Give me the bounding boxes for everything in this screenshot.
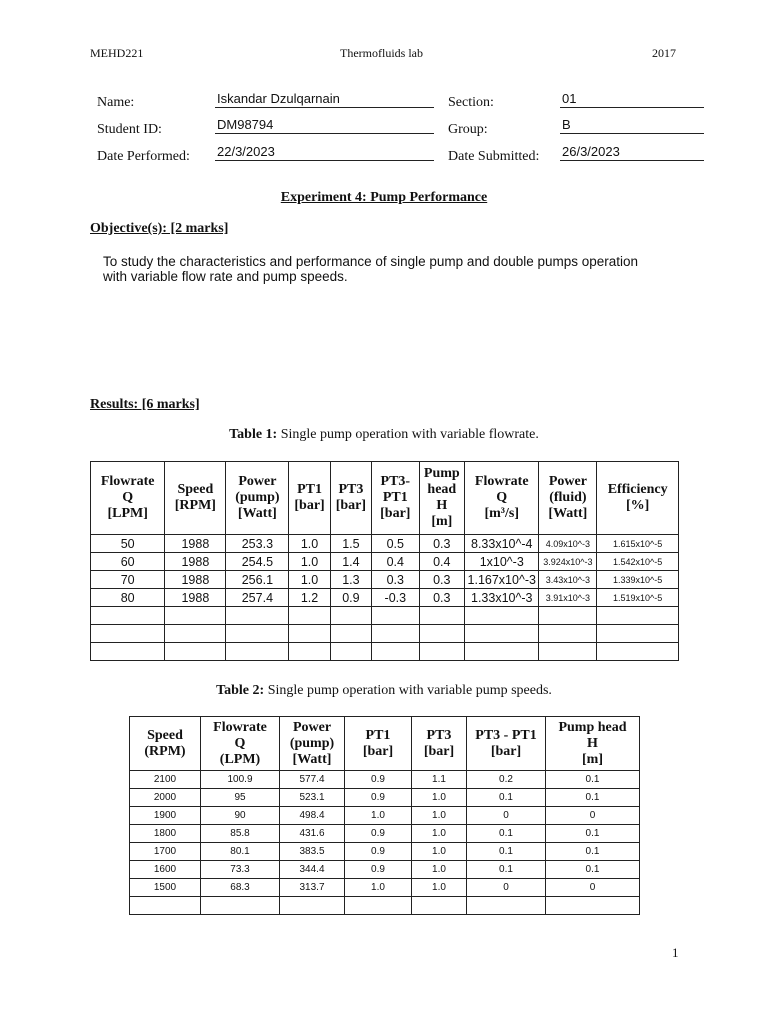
table2-cell	[130, 897, 201, 915]
table2-cell: 1.0	[412, 807, 467, 825]
table2	[129, 716, 640, 915]
table1-cell	[289, 643, 330, 661]
table1-caption-label: Table 1:	[229, 427, 278, 442]
table2-cell: 1.0	[412, 825, 467, 843]
table2-cell: 1.0	[412, 861, 467, 879]
table2-cell: 0.1	[546, 843, 640, 861]
experiment-title: Experiment 4: Pump Performance	[280, 190, 488, 205]
table1-cell: 1.0	[289, 571, 330, 589]
table1-cell: 3.924x10^-3	[539, 553, 597, 571]
table2-cell: 0.9	[345, 843, 412, 861]
table2-cell: 100.9	[201, 771, 280, 789]
table1-cell: 0.3	[372, 571, 420, 589]
table2-cell: 0.9	[345, 861, 412, 879]
table2-cell	[546, 897, 640, 915]
name-field[interactable]: Iskandar Dzulqarnain	[215, 91, 434, 108]
table2-row	[130, 789, 640, 807]
table2-cell: 523.1	[280, 789, 345, 807]
table2-cell: 1800	[130, 825, 201, 843]
table1-cell: 0.4	[419, 553, 464, 571]
table1-cell: 1.0	[289, 535, 330, 553]
table2-cell: 0	[467, 879, 546, 897]
table1-cell: 0.4	[372, 553, 420, 571]
table1-cell	[372, 625, 420, 643]
table1-cell	[330, 607, 371, 625]
table1-cell: 1988	[165, 553, 226, 571]
table2-header-cell: Speed (RPM)	[130, 717, 201, 771]
table2-cell: 73.3	[201, 861, 280, 879]
table1-cell	[289, 607, 330, 625]
table1-cell: 1.615x10^-5	[597, 535, 679, 553]
table1-cell	[226, 625, 289, 643]
table2-cell: 1.0	[345, 807, 412, 825]
table1-cell	[226, 643, 289, 661]
table1-cell: 1x10^-3	[465, 553, 539, 571]
table1-cell	[465, 625, 539, 643]
table1-row	[91, 589, 679, 607]
table1-cell	[91, 625, 165, 643]
table1-cell	[597, 607, 679, 625]
table1-cell	[165, 607, 226, 625]
table1-header-cell: PT1 [bar]	[289, 462, 330, 535]
table1-cell	[539, 607, 597, 625]
table1-cell	[165, 643, 226, 661]
table2-header-cell: Pump head H [m]	[546, 717, 640, 771]
name-label: Name:	[97, 95, 135, 110]
table1-header-cell: PT3- PT1 [bar]	[372, 462, 420, 535]
table2-caption	[0, 683, 768, 699]
table1-cell: 1.542x10^-5	[597, 553, 679, 571]
table1-cell	[289, 625, 330, 643]
objective-line-2: with variable flow rate and pump speeds.	[103, 269, 348, 284]
table1-cell	[91, 643, 165, 661]
table2-cell: 0	[546, 807, 640, 825]
table2-cell: 0.2	[467, 771, 546, 789]
table2-cell: 80.1	[201, 843, 280, 861]
table2-cell: 0.1	[546, 771, 640, 789]
table2-cell: 0.9	[345, 771, 412, 789]
table1-row	[91, 535, 679, 553]
table2-row	[130, 897, 640, 915]
table1-row	[91, 625, 679, 643]
table2-cell: 68.3	[201, 879, 280, 897]
table2-cell: 90	[201, 807, 280, 825]
table1-cell: 257.4	[226, 589, 289, 607]
table1-cell: 0.5	[372, 535, 420, 553]
table1-header-row	[91, 462, 679, 535]
table2-cell: 0.1	[546, 789, 640, 807]
table2-row	[130, 861, 640, 879]
date-performed-field[interactable]: 22/3/2023	[215, 144, 434, 161]
group-label: Group:	[448, 122, 488, 137]
table1-cell: 3.91x10^-3	[539, 589, 597, 607]
table1-cell: 1.339x10^-5	[597, 571, 679, 589]
table1-cell	[91, 607, 165, 625]
table2-cell: 1.1	[412, 771, 467, 789]
table1-row	[91, 607, 679, 625]
table2-row	[130, 843, 640, 861]
table1-cell	[330, 643, 371, 661]
table1-cell: 50	[91, 535, 165, 553]
table1-header-cell: Power (fluid) [Watt]	[539, 462, 597, 535]
table1-cell	[330, 625, 371, 643]
table1-cell	[419, 607, 464, 625]
table1-cell: 1988	[165, 535, 226, 553]
table2-header-row	[130, 717, 640, 771]
table2-cell: 2100	[130, 771, 201, 789]
table2-row	[130, 879, 640, 897]
table2-cell: 0.9	[345, 789, 412, 807]
table1-header-cell: Efficiency [%]	[597, 462, 679, 535]
table1-cell	[597, 625, 679, 643]
table1-cell: 70	[91, 571, 165, 589]
table1-cell	[419, 625, 464, 643]
table1-cell	[465, 643, 539, 661]
table1-cell	[465, 607, 539, 625]
table2-header-cell: PT3 [bar]	[412, 717, 467, 771]
table2-cell	[412, 897, 467, 915]
table2-cell: 1700	[130, 843, 201, 861]
table1-row	[91, 643, 679, 661]
table1-cell: 4.09x10^-3	[539, 535, 597, 553]
table2-cell: 85.8	[201, 825, 280, 843]
table1-cell: 1.5	[330, 535, 371, 553]
table1-cell	[597, 643, 679, 661]
section-field[interactable]: 01	[560, 91, 704, 108]
table1-row	[91, 553, 679, 571]
table1-cell	[372, 607, 420, 625]
table2-cell: 313.7	[280, 879, 345, 897]
table2-cell: 1500	[130, 879, 201, 897]
table2-cell: 0	[467, 807, 546, 825]
table1-cell: 0.3	[419, 589, 464, 607]
table2-header-cell: PT3 - PT1 [bar]	[467, 717, 546, 771]
table1-cell	[226, 607, 289, 625]
group-field[interactable]: B	[560, 117, 704, 134]
table1-cell: 1.3	[330, 571, 371, 589]
table1-cell: 1.2	[289, 589, 330, 607]
table1-header-cell: Flowrate Q [m³/s]	[465, 462, 539, 535]
table2-cell: 1900	[130, 807, 201, 825]
table2-row	[130, 807, 640, 825]
table1-cell: 1.167x10^-3	[465, 571, 539, 589]
table1-cell: 1.519x10^-5	[597, 589, 679, 607]
table1-cell: 256.1	[226, 571, 289, 589]
table2-cell	[467, 897, 546, 915]
table1-row	[91, 571, 679, 589]
table2-cell: 0.1	[467, 789, 546, 807]
table1-cell: 0.9	[330, 589, 371, 607]
course-title: Thermofluids lab	[340, 46, 423, 60]
table1-cell: 0.3	[419, 571, 464, 589]
table1-cell: 8.33x10^-4	[465, 535, 539, 553]
table2-header-cell: PT1 [bar]	[345, 717, 412, 771]
table1-cell	[539, 625, 597, 643]
table1-header-cell: Power (pump) [Watt]	[226, 462, 289, 535]
section-label: Section:	[448, 95, 494, 110]
table2-cell: 1.0	[412, 879, 467, 897]
table1-cell: 60	[91, 553, 165, 571]
table1	[90, 461, 679, 661]
table1-cell: 1988	[165, 571, 226, 589]
table2-row	[130, 825, 640, 843]
table2-cell: 1600	[130, 861, 201, 879]
student-id-field[interactable]: DM98794	[215, 117, 434, 134]
table1-cell	[419, 643, 464, 661]
objective-text	[103, 254, 638, 284]
table2-cell	[201, 897, 280, 915]
table2-row	[130, 771, 640, 789]
table1-cell	[539, 643, 597, 661]
table2-cell: 0.9	[345, 825, 412, 843]
table1-cell: 254.5	[226, 553, 289, 571]
results-heading: Results: [6 marks]	[90, 397, 200, 412]
table2-caption-text: Single pump operation with variable pump speeds.	[264, 683, 552, 698]
table2-cell: 431.6	[280, 825, 345, 843]
table2-cell: 1.0	[412, 843, 467, 861]
date-submitted-label: Date Submitted:	[448, 149, 540, 164]
table1-cell: 3.43x10^-3	[539, 571, 597, 589]
table1-cell: 80	[91, 589, 165, 607]
table1-cell	[165, 625, 226, 643]
table1-caption	[0, 427, 768, 443]
table2-cell: 498.4	[280, 807, 345, 825]
table1-cell: 1.4	[330, 553, 371, 571]
table2-caption-label: Table 2:	[216, 683, 265, 698]
student-id-label: Student ID:	[97, 122, 162, 137]
table2-cell: 0.1	[546, 861, 640, 879]
page-number: 1	[672, 945, 679, 960]
objective-line-1: To study the characteristics and performance of single pump and double pumps operation	[103, 254, 639, 269]
table1-cell: 1.0	[289, 553, 330, 571]
table1-caption-text: Single pump operation with variable flowrate.	[277, 427, 539, 442]
table2-cell: 0.1	[467, 825, 546, 843]
table2-cell	[280, 897, 345, 915]
year: 2017	[652, 46, 676, 60]
course-code: MEHD221	[90, 46, 144, 60]
table1-header-cell: Speed [RPM]	[165, 462, 226, 535]
table1-header-cell: PT3 [bar]	[330, 462, 371, 535]
table2-cell: 0.1	[467, 843, 546, 861]
table1-header-cell: Pump head H [m]	[419, 462, 464, 535]
table2-cell: 344.4	[280, 861, 345, 879]
table1-cell: 1988	[165, 589, 226, 607]
table2-cell: 1.0	[412, 789, 467, 807]
table2-cell: 0	[546, 879, 640, 897]
table1-cell	[372, 643, 420, 661]
table2-header-cell: Power (pump) [Watt]	[280, 717, 345, 771]
table1-cell: 1.33x10^-3	[465, 589, 539, 607]
table2-cell: 1.0	[345, 879, 412, 897]
table1-cell: 253.3	[226, 535, 289, 553]
table1-cell: 0.3	[419, 535, 464, 553]
table2-cell: 95	[201, 789, 280, 807]
table2-cell: 2000	[130, 789, 201, 807]
table2-cell	[345, 897, 412, 915]
table1-header-cell: Flowrate Q [LPM]	[91, 462, 165, 535]
date-submitted-field[interactable]: 26/3/2023	[560, 144, 704, 161]
table2-cell: 383.5	[280, 843, 345, 861]
table2-cell: 577.4	[280, 771, 345, 789]
objective-heading: Objective(s): [2 marks]	[90, 221, 229, 236]
table2-header-cell: Flowrate Q (LPM)	[201, 717, 280, 771]
table2-cell: 0.1	[467, 861, 546, 879]
date-performed-label: Date Performed:	[97, 149, 190, 164]
table1-cell: -0.3	[372, 589, 420, 607]
table2-cell: 0.1	[546, 825, 640, 843]
